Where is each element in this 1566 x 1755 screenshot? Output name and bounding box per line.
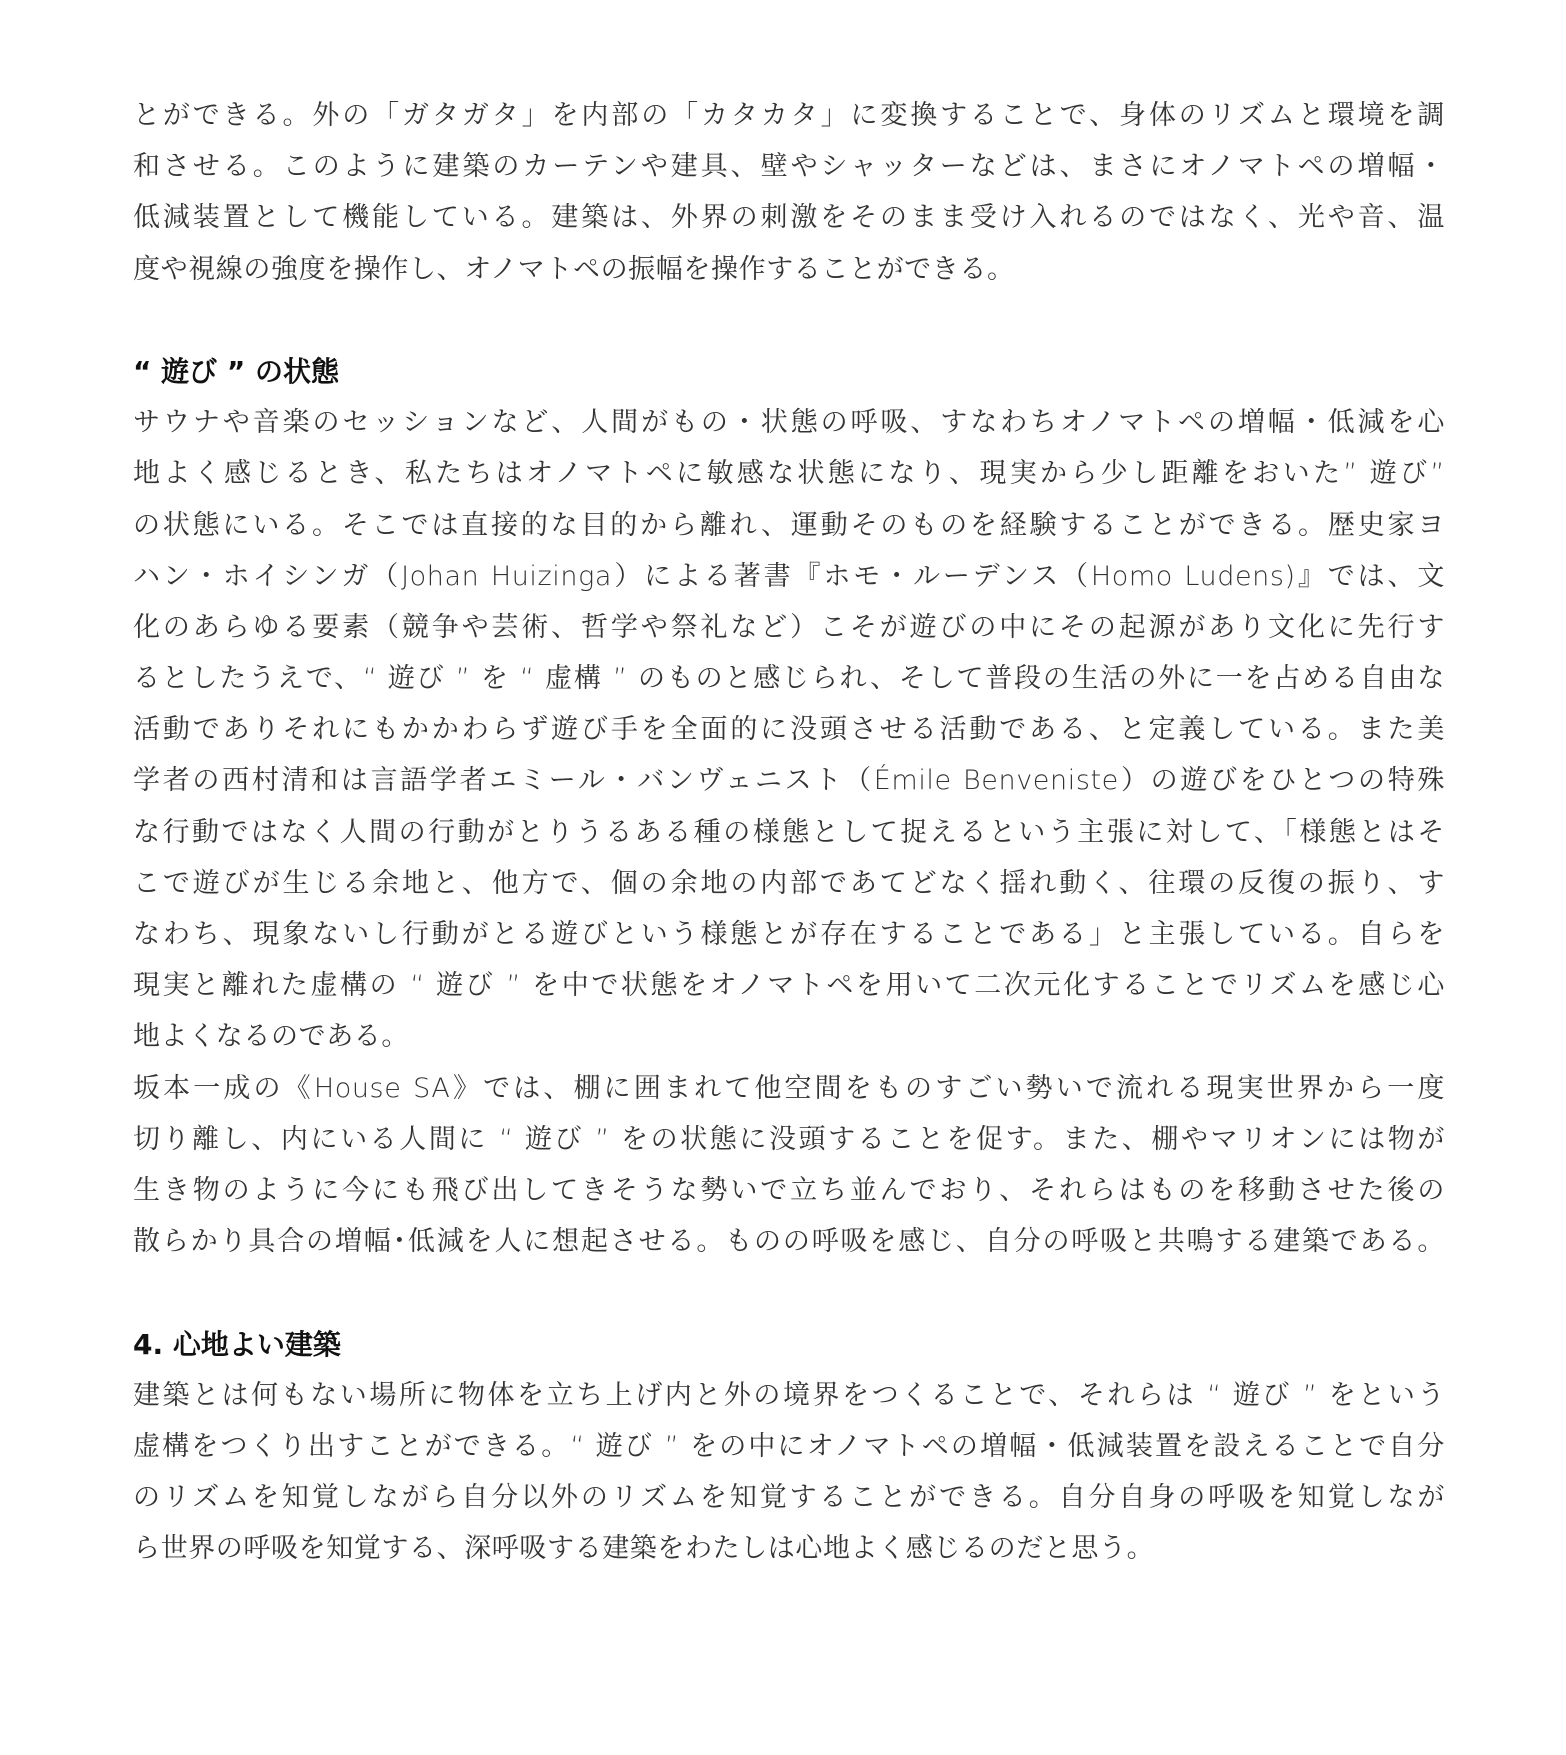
paragraph-line: 化のあらゆる要素（競争や芸術、哲学や祭礼など）こそが遊びの中にその起源があり文化に先行す: [133, 611, 1445, 643]
paragraph-line: なわち、現象ないし行動がとる遊びという様態とが存在することである」と主張している。自らを: [133, 919, 1445, 950]
paragraph-line: 学者の西村清和は言語学者エミール・バンヴェニスト（Émile Benveniste）の遊びをひとつの特殊: [133, 765, 1445, 797]
paragraph-line: 地よくなるのである。: [133, 1021, 409, 1053]
section-heading: “ 遊び ” の状態: [133, 354, 340, 388]
paragraph-line: ハン・ホイシンガ（Johan Huizinga）による著書『ホモ・ルーデンス（Homo Ludens)』では、文: [133, 560, 1445, 592]
section-heading: 4. 心地よい建築: [133, 1327, 341, 1361]
section-spacer: [133, 1267, 1445, 1318]
paragraph-line: 和させる。このように建築のカーテンや建具、壁やシャッターなどは、まさにオノマトペの増幅・: [133, 151, 1445, 183]
paragraph-line: な行動ではなく人間の行動がとりうるある種の様態として捉えるという主張に対して、「様態とはそ: [133, 816, 1445, 848]
paragraph-line: 度や視線の強度を操作し、オノマトペの振幅を操作することができる。: [133, 253, 1015, 285]
paragraph-line: 散らかり具合の増幅･低減を人に想起させる。ものの呼吸を感じ、自分の呼吸と共鳴する建築である。: [133, 1226, 1445, 1258]
paragraph-line: 低減装置として機能している。建築は、外界の刺激をそのまま受け入れるのではなく、光や音、温: [133, 202, 1445, 234]
paragraph-house-sa: [133, 1063, 1445, 1268]
paragraph-line: るとしたうえで、“ 遊び ” を “ 虚構 ” のものと感じられ、そして普段の生活の外に一を占める自由な: [133, 663, 1445, 695]
paragraph-line: 活動でありそれにもかかわらず遊び手を全面的に没頭させる活動である、と定義している。また美: [133, 714, 1445, 746]
paragraph-line: 建築とは何もない場所に物体を立ち上げ内と外の境界をつくることで、それらは “ 遊び ” をという: [133, 1379, 1445, 1411]
paragraph-line: ら世界の呼吸を知覚する、深呼吸する建築をわたしは心地よく感じるのだと思う。: [133, 1533, 1155, 1565]
section-comfortable-architecture: [133, 1319, 1445, 1575]
paragraph-line: サウナや音楽のセッションなど、人間がもの・状態の呼吸、すなわちオノマトペの増幅・低減を心: [133, 407, 1445, 439]
paragraph-line: 切り離し、内にいる人間に “ 遊び ” をの状態に没頭することを促す。また、棚やマリオンには物が: [133, 1123, 1445, 1155]
paragraph-line: のリズムを知覚しながら自分以外のリズムを知覚することができる。自分自身の呼吸を知覚しなが: [133, 1482, 1445, 1514]
paragraph-line: こで遊びが生じる余地と、他方で、個の余地の内部であてどなく揺れ動く、往環の反復の振り、す: [133, 867, 1445, 899]
paragraph-line: 生き物のように今にも飛び出してきそうな勢いで立ち並んでおり、それらはものを移動させた後の: [133, 1174, 1445, 1206]
paragraph-line: 坂本一成の《House SA》では、棚に囲まれて他空間をものすごい勢いで流れる現実世界から一度: [133, 1072, 1445, 1104]
intro-paragraph: [133, 90, 1445, 295]
paragraph-line: 地よく感じるとき、私たちはオノマトペに敏感な状態になり、現実から少し距離をおいた” 遊び”: [133, 458, 1445, 490]
paragraph-line: 現実と離れた虚構の “ 遊び ” を中で状態をオノマトペを用いて二次元化することでリズムを感じ心: [133, 970, 1445, 1002]
section-play-state: [133, 346, 1445, 1267]
section-spacer: [133, 295, 1445, 346]
paragraph-play-definition: [133, 397, 1445, 1062]
paragraph-comfortable: [133, 1370, 1445, 1575]
paragraph-line: の状態にいる。そこでは直接的な目的から離れ、運動そのものを経験することができる。歴史家ヨ: [133, 509, 1445, 541]
paragraph-line: 虚構をつくり出すことができる。“ 遊び ” をの中にオノマトペの増幅・低減装置を設えることで自分: [133, 1430, 1445, 1462]
document-page: [133, 90, 1445, 1574]
paragraph-line: とができる。外の「ガタガタ」を内部の「カタカタ」に変換することで、身体のリズムと環境を調: [133, 100, 1445, 131]
